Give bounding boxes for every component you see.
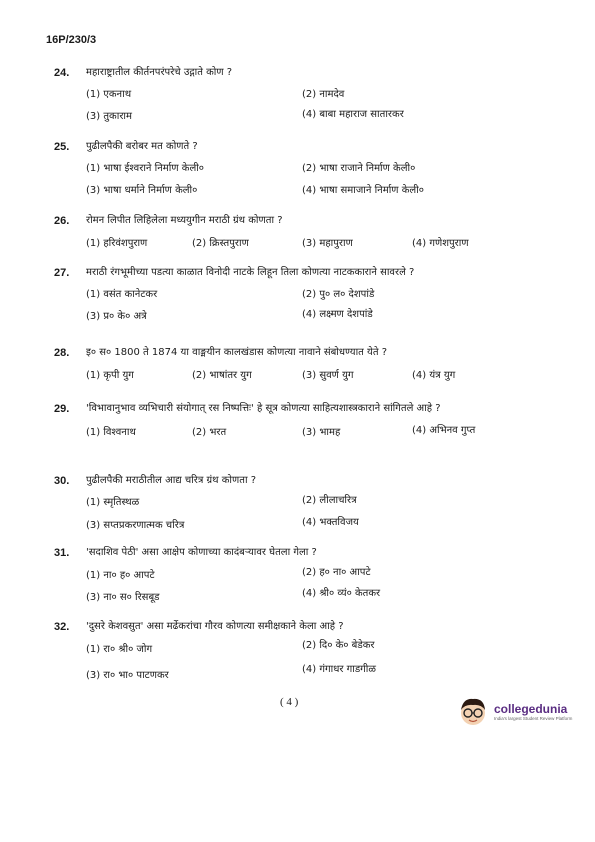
question-27	[54, 266, 554, 328]
question-text: 'विभावानुभाव व्यभिचारी संयोगात् रस निष्पत्तिः' हे सूत्र कोणत्या साहित्यशास्त्रकाराने सांगितले आहे ?	[86, 403, 441, 414]
option-1: (1) हरिवंशपुराण	[86, 238, 148, 249]
option-3: (3) रा० भा० पाटणकर	[86, 670, 169, 681]
question-text: महाराष्ट्रातील कीर्तनपरंपरेचे उद्गाते कोण ?	[86, 67, 233, 78]
option-3: (3) सुवर्ण युग	[302, 370, 354, 381]
logo-tagline: India's largest Student Review Platform	[494, 715, 573, 721]
option-2: (2) भाषांतर युग	[192, 370, 252, 381]
question-28	[54, 346, 554, 387]
option-3: (3) ना० स० रिसबूड	[86, 592, 160, 603]
question-text: 'दुसरे केशवसुत' असा मर्ढेकरांचा गौरव कोणत्या समीक्षकाने केला आहे ?	[86, 621, 344, 632]
paper-code: 16P/230/3	[46, 34, 97, 46]
option-2: (2) दि० के० बेडेकर	[302, 640, 375, 651]
question-number: 26.	[54, 215, 70, 227]
option-4: (4) लक्ष्मण देशपांडे	[302, 309, 373, 320]
option-2: (2) पु० ल० देशपांडे	[302, 289, 375, 300]
option-2: (2) भरत	[192, 427, 227, 438]
option-3: (3) प्र० के० अत्रे	[86, 311, 147, 322]
question-number: 30.	[54, 475, 70, 487]
option-4: (4) यंत्र युग	[412, 370, 456, 381]
option-2: (2) नामदेव	[302, 89, 345, 100]
question-29	[54, 402, 554, 444]
option-1: (1) वसंत कानेटकर	[86, 289, 158, 300]
question-number: 31.	[54, 547, 70, 559]
question-number: 27.	[54, 267, 70, 279]
option-4: (4) बाबा महाराज सातारकर	[302, 109, 404, 120]
question-30	[54, 474, 554, 536]
page-number: ( 4 )	[280, 696, 299, 708]
option-1: (1) विश्वनाथ	[86, 427, 136, 438]
option-3: (3) भाषा धर्माने निर्माण केली०	[86, 185, 198, 196]
option-1: (1) एकनाथ	[86, 89, 132, 100]
option-1: (1) ना० ह० आपटे	[86, 570, 155, 581]
option-1: (1) कृपी युग	[86, 370, 134, 381]
question-text: इ० स० 1800 ते 1874 या वाङ्मयीन कालखंडास कोणत्या नावाने संबोधण्यात येते ?	[86, 347, 388, 358]
question-text: पुढीलपैकी बरोबर मत कोणते ?	[86, 141, 198, 152]
option-4: (4) श्री० व्यं० केतकर	[302, 588, 381, 599]
option-3: (3) तुकाराम	[86, 111, 132, 122]
option-2: (2) क्रिस्तपुराण	[192, 238, 249, 249]
option-4: (4) गणेशपुराण	[412, 238, 469, 249]
question-number: 25.	[54, 141, 70, 153]
question-number: 24.	[54, 67, 70, 79]
option-3: (3) सप्तप्रकरणात्मक चरित्र	[86, 520, 185, 531]
option-2: (2) भाषा राजाने निर्माण केली०	[302, 163, 416, 174]
question-24	[54, 66, 554, 128]
question-number: 32.	[54, 621, 70, 633]
option-4: (4) अभिनव गुप्त	[412, 425, 476, 436]
collegedunia-logo	[456, 694, 572, 728]
option-1: (1) रा० श्री० जोग	[86, 644, 153, 655]
question-number: 28.	[54, 347, 70, 359]
question-32	[54, 620, 554, 683]
question-text: 'सदाशिव पेठी' असा आक्षेप कोणाच्या कादंबऱ्यावर घेतला गेला ?	[86, 547, 317, 558]
mascot-icon	[456, 694, 490, 728]
option-1: (1) स्मृतिस्थळ	[86, 497, 140, 508]
question-text: रोमन लिपीत लिहिलेला मध्ययुगीन मराठी ग्रंथ कोणता ?	[86, 215, 283, 226]
question-25	[54, 140, 554, 202]
option-2: (2) ह० ना० आपटे	[302, 567, 371, 578]
option-4: (4) भाषा समाजाने निर्माण केली०	[302, 185, 424, 196]
option-1: (1) भाषा ईश्वराने निर्माण केली०	[86, 163, 205, 174]
option-3: (3) महापुराण	[302, 238, 353, 249]
question-text: पुढीलपैकी मराठीतील आद्य चरित्र ग्रंथ कोणता ?	[86, 475, 257, 486]
question-text: मराठी रंगभूमीच्या पडत्या काळात विनोदी नाटके लिहून तिला कोणत्या नाटककाराने सावरले ?	[86, 267, 415, 278]
question-31	[54, 546, 554, 609]
question-number: 29.	[54, 403, 70, 415]
question-26	[54, 214, 554, 255]
logo-name: collegedunia	[494, 701, 568, 716]
option-4: (4) गंगाधर गाडगीळ	[302, 664, 377, 675]
option-2: (2) लीलाचरित्र	[302, 495, 357, 506]
option-3: (3) भामह	[302, 427, 341, 438]
option-4: (4) भक्तविजय	[302, 517, 359, 528]
